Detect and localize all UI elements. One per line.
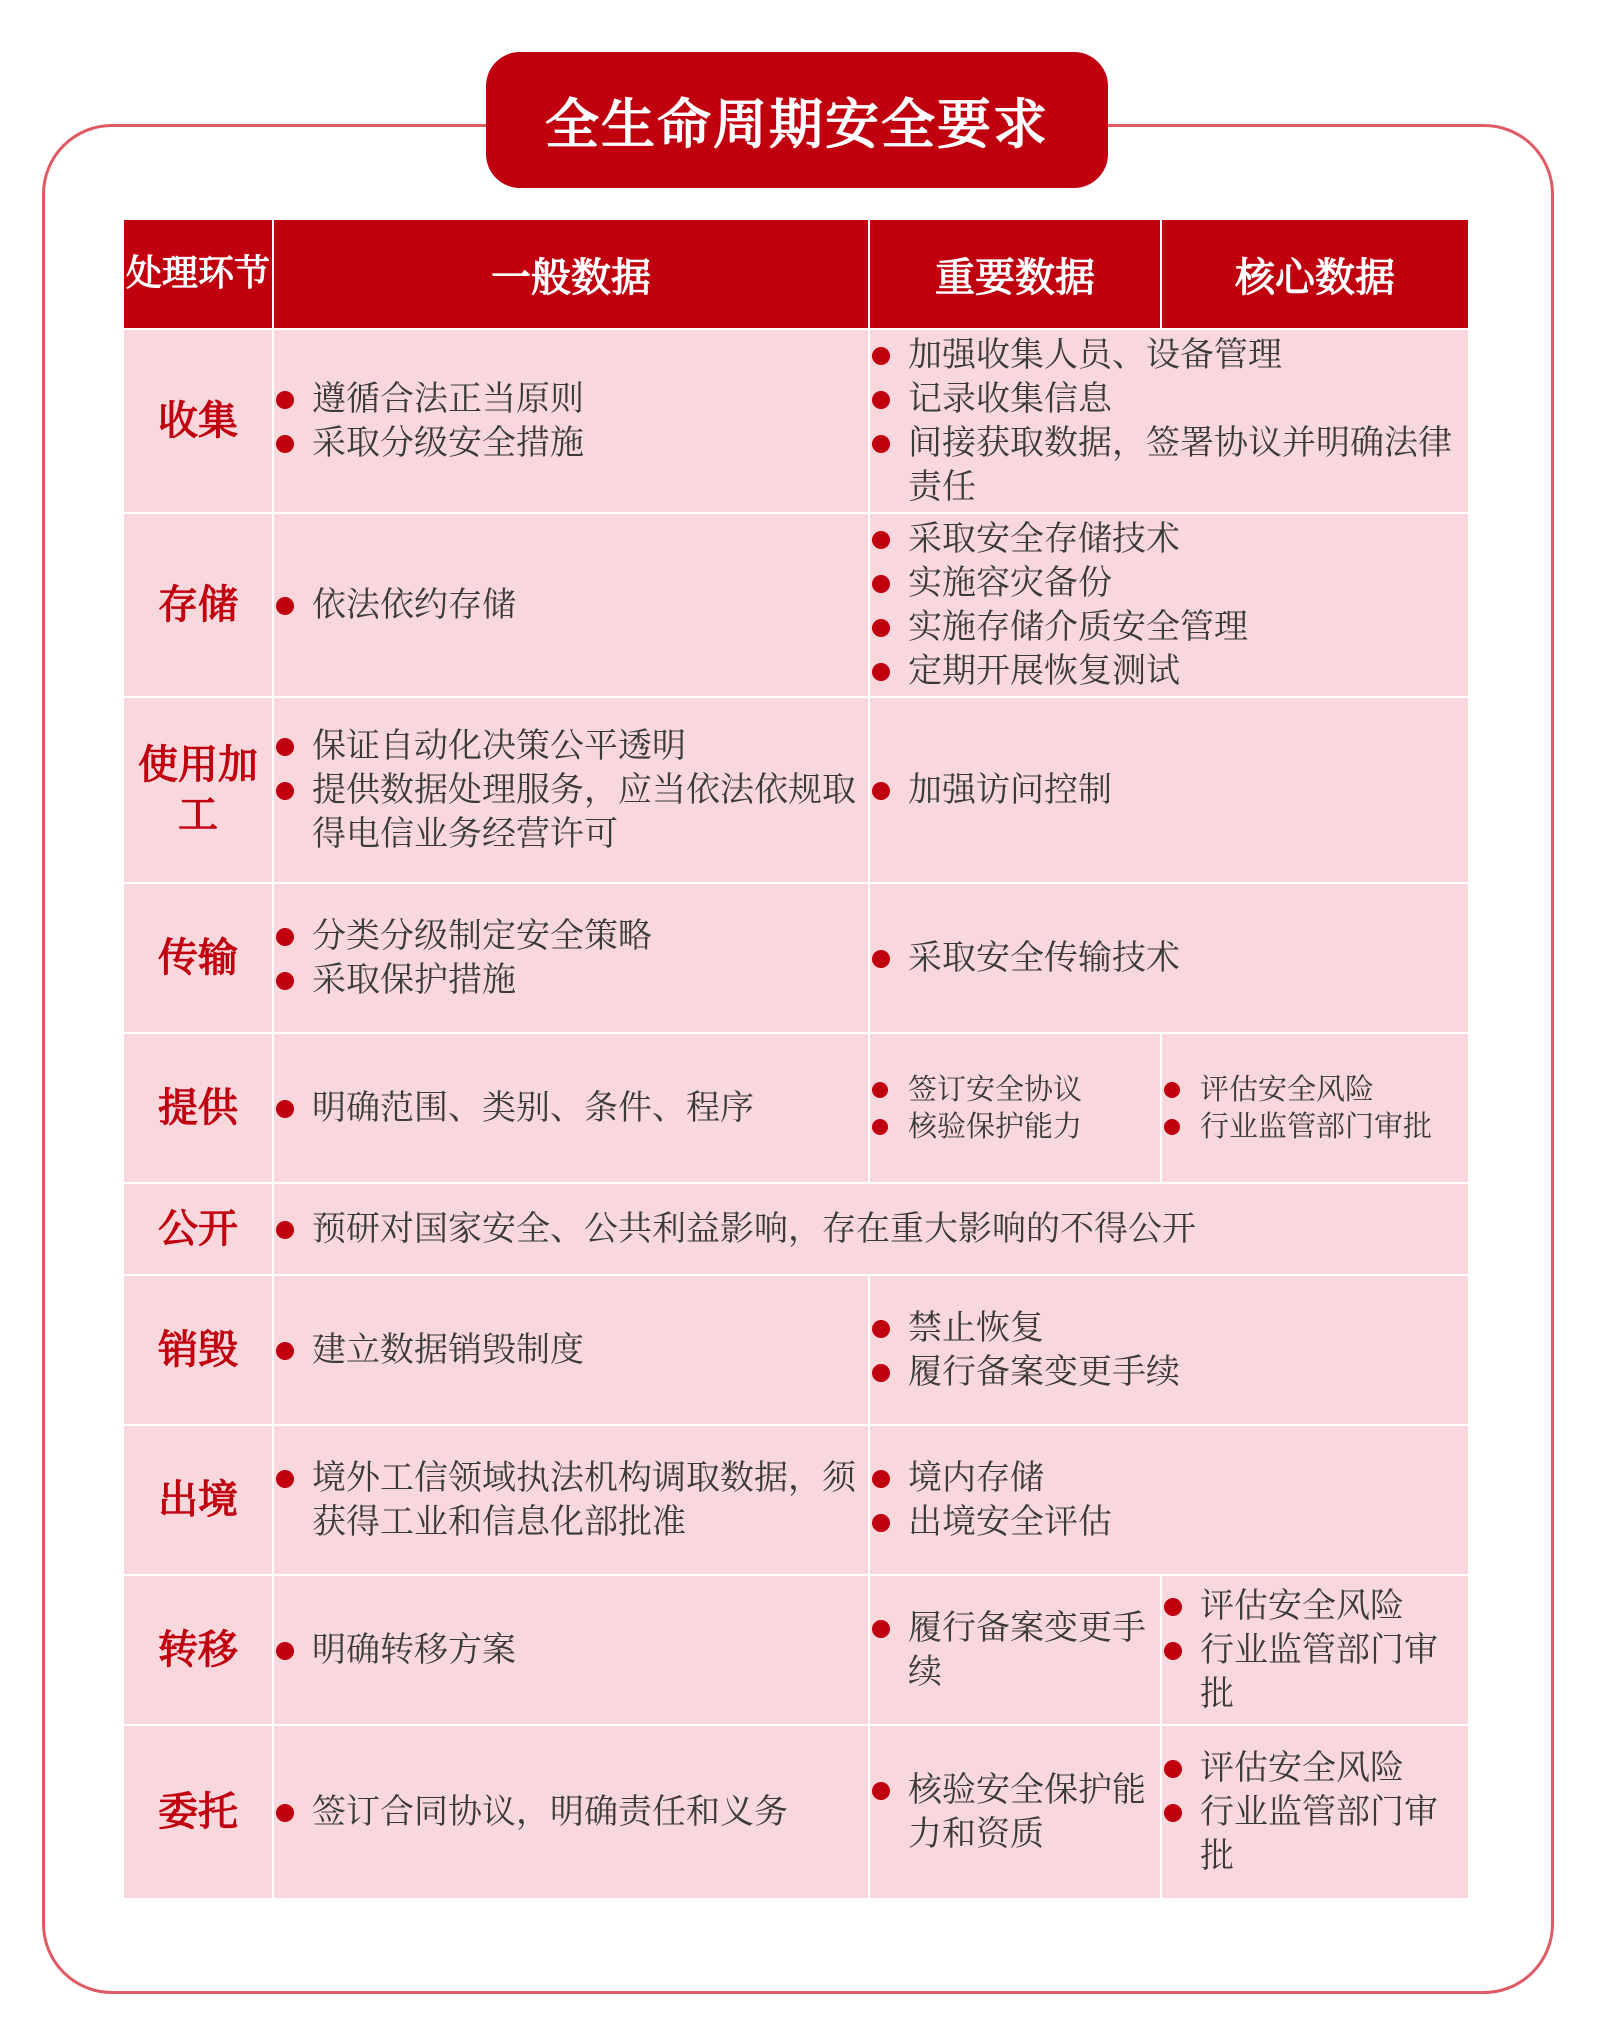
row-provide <box>123 1033 1469 1183</box>
stage-label: 收集 <box>123 329 273 513</box>
bullet-list <box>870 768 1468 812</box>
bullet-list <box>274 377 868 465</box>
core-cell <box>1161 1575 1469 1725</box>
row-entrust <box>123 1725 1469 1899</box>
stage-label: 转移 <box>123 1575 273 1725</box>
general-cell <box>273 697 869 883</box>
list-item: 明确范围、类别、条件、程序 <box>274 1086 868 1130</box>
important-core-cell <box>869 1425 1469 1575</box>
bullet-list <box>274 583 868 627</box>
requirements-table <box>122 218 1470 1900</box>
list-item: 提供数据处理服务，应当依法依规取得电信业务经营许可 <box>274 768 868 856</box>
bullet-list <box>1162 1584 1468 1716</box>
bullet-list <box>870 1456 1468 1544</box>
general-cell <box>273 329 869 513</box>
list-item: 采取保护措施 <box>274 958 868 1002</box>
core-cell <box>1161 1725 1469 1899</box>
list-item: 出境安全评估 <box>870 1500 1468 1544</box>
header-general: 一般数据 <box>273 219 869 329</box>
stage-label: 传输 <box>123 883 273 1033</box>
list-item: 签订安全协议 <box>870 1071 1160 1108</box>
bullet-list <box>274 724 868 856</box>
bullet-list <box>274 914 868 1002</box>
general-cell <box>273 1575 869 1725</box>
row-use <box>123 697 1469 883</box>
bullet-list <box>274 1086 868 1130</box>
list-item: 行业监管部门审批 <box>1162 1790 1468 1878</box>
bullet-list <box>274 1628 868 1672</box>
important-core-cell <box>869 1275 1469 1425</box>
bullet-list <box>870 1768 1160 1856</box>
page-title: 全生命周期安全要求 <box>486 52 1108 188</box>
header-stage: 处理环节 <box>123 219 273 329</box>
important-core-cell <box>869 513 1469 697</box>
stage-label: 使用加工 <box>123 697 273 883</box>
list-item: 保证自动化决策公平透明 <box>274 724 868 768</box>
list-item: 核验保护能力 <box>870 1108 1160 1145</box>
list-item: 分类分级制定安全策略 <box>274 914 868 958</box>
list-item: 预研对国家安全、公共利益影响，存在重大影响的不得公开 <box>274 1207 1468 1251</box>
list-item: 境内存储 <box>870 1456 1468 1500</box>
general-cell <box>273 1275 869 1425</box>
bullet-list <box>274 1456 868 1544</box>
general-cell <box>273 1425 869 1575</box>
list-item: 核验安全保护能力和资质 <box>870 1768 1160 1856</box>
stage-label: 委托 <box>123 1725 273 1899</box>
row-destroy <box>123 1275 1469 1425</box>
list-item: 采取分级安全措施 <box>274 421 868 465</box>
list-item: 评估安全风险 <box>1162 1071 1468 1108</box>
important-core-cell <box>869 329 1469 513</box>
bullet-list <box>274 1328 868 1372</box>
important-cell <box>869 1033 1161 1183</box>
list-item: 履行备案变更手续 <box>870 1606 1160 1694</box>
row-transmit <box>123 883 1469 1033</box>
bullet-list <box>274 1790 868 1834</box>
general-cell <box>273 883 869 1033</box>
header-important: 重要数据 <box>869 219 1161 329</box>
important-cell <box>869 1575 1161 1725</box>
list-item: 间接获取数据，签署协议并明确法律责任 <box>870 421 1468 509</box>
list-item: 加强访问控制 <box>870 768 1468 812</box>
list-item: 禁止恢复 <box>870 1306 1468 1350</box>
list-item: 实施容灾备份 <box>870 561 1468 605</box>
header-row <box>123 219 1469 329</box>
general-cell <box>273 1033 869 1183</box>
list-item: 定期开展恢复测试 <box>870 649 1468 693</box>
important-core-cell <box>869 697 1469 883</box>
list-item: 行业监管部门审批 <box>1162 1108 1468 1145</box>
header-core: 核心数据 <box>1161 219 1469 329</box>
general-cell <box>273 1725 869 1899</box>
all-levels-cell <box>273 1183 1469 1275</box>
list-item: 遵循合法正当原则 <box>274 377 868 421</box>
bullet-list <box>870 936 1468 980</box>
list-item: 境外工信领域执法机构调取数据，须获得工业和信息化部批准 <box>274 1456 868 1544</box>
bullet-list <box>870 1606 1160 1694</box>
list-item: 履行备案变更手续 <box>870 1350 1468 1394</box>
list-item: 行业监管部门审批 <box>1162 1628 1468 1716</box>
list-item: 明确转移方案 <box>274 1628 868 1672</box>
row-disclose <box>123 1183 1469 1275</box>
core-cell <box>1161 1033 1469 1183</box>
bullet-list <box>274 1207 1468 1251</box>
bullet-list <box>1162 1071 1468 1145</box>
important-core-cell <box>869 883 1469 1033</box>
list-item: 评估安全风险 <box>1162 1584 1468 1628</box>
list-item: 签订合同协议，明确责任和义务 <box>274 1790 868 1834</box>
general-cell <box>273 513 869 697</box>
row-export <box>123 1425 1469 1575</box>
bullet-list <box>870 1306 1468 1394</box>
list-item: 建立数据销毁制度 <box>274 1328 868 1372</box>
row-collect <box>123 329 1469 513</box>
stage-label: 提供 <box>123 1033 273 1183</box>
list-item: 评估安全风险 <box>1162 1746 1468 1790</box>
stage-label: 存储 <box>123 513 273 697</box>
important-cell <box>869 1725 1161 1899</box>
list-item: 实施存储介质安全管理 <box>870 605 1468 649</box>
stage-label: 公开 <box>123 1183 273 1275</box>
list-item: 加强收集人员、设备管理 <box>870 333 1468 377</box>
bullet-list <box>870 333 1468 509</box>
bullet-list <box>870 517 1468 693</box>
stage-label: 出境 <box>123 1425 273 1575</box>
stage-label: 销毁 <box>123 1275 273 1425</box>
bullet-list <box>870 1071 1160 1145</box>
row-store <box>123 513 1469 697</box>
bullet-list <box>1162 1746 1468 1878</box>
row-transfer <box>123 1575 1469 1725</box>
list-item: 采取安全传输技术 <box>870 936 1468 980</box>
list-item: 依法依约存储 <box>274 583 868 627</box>
list-item: 采取安全存储技术 <box>870 517 1468 561</box>
list-item: 记录收集信息 <box>870 377 1468 421</box>
